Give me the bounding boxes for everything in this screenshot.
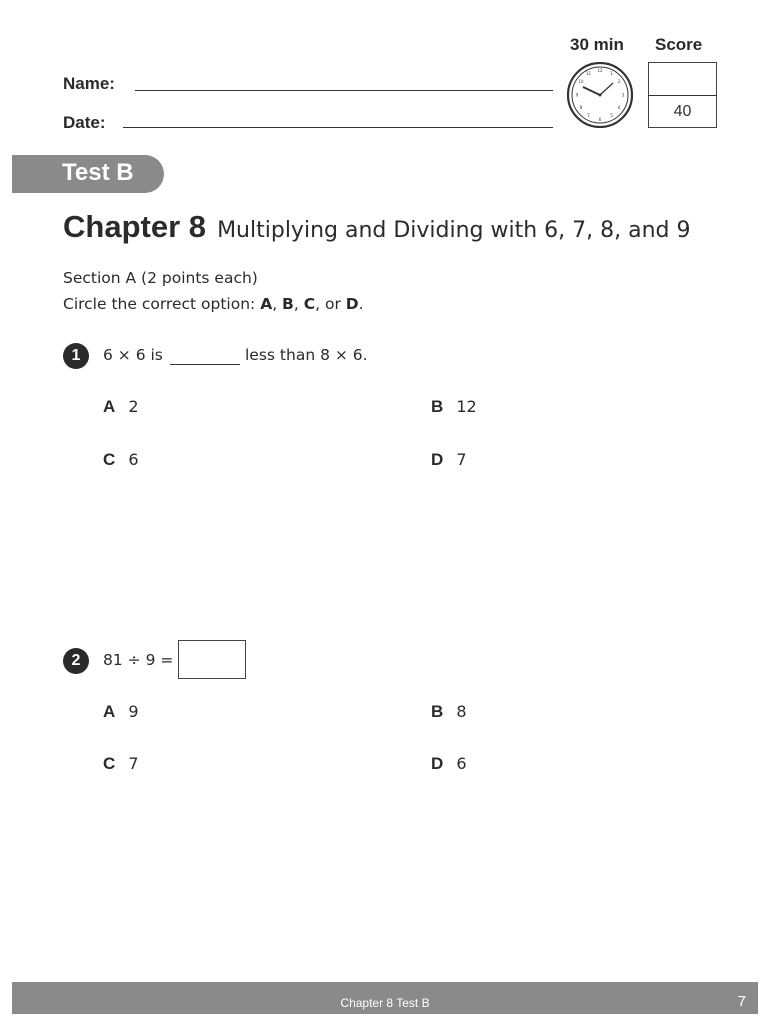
question-1-blank[interactable] — [170, 364, 240, 365]
question-2-answer-box[interactable] — [178, 640, 246, 679]
option-value: 6 — [128, 450, 139, 469]
question-number: 1 — [63, 343, 89, 369]
instruction-sep: , — [272, 295, 283, 313]
date-line[interactable] — [123, 127, 553, 128]
time-label: 30 min — [570, 35, 624, 54]
option-q2-b[interactable] — [431, 702, 467, 722]
question-2-text: 81 ÷ 9 = — [103, 651, 174, 669]
option-letter: A — [103, 397, 116, 416]
svg-text:3: 3 — [621, 92, 625, 98]
option-value: 9 — [128, 702, 139, 721]
instruction-option-c: C — [303, 295, 316, 313]
option-letter: C — [103, 754, 116, 773]
section-heading: Section A (2 points each) — [63, 269, 258, 287]
option-value: 2 — [128, 397, 139, 416]
chapter-number: Chapter 8 — [63, 209, 206, 244]
test-banner-label: Test B — [62, 159, 134, 186]
option-value: 7 — [128, 754, 139, 773]
option-value: 8 — [456, 702, 467, 721]
name-line[interactable] — [135, 90, 553, 91]
date-label: Date: — [63, 113, 106, 132]
option-value: 6 — [456, 754, 467, 773]
instruction-sep: , or — [315, 295, 346, 313]
score-total: 40 — [673, 103, 692, 120]
option-value: 7 — [456, 450, 467, 469]
svg-text:10: 10 — [578, 79, 584, 84]
option-letter: A — [103, 702, 116, 721]
option-value: 12 — [456, 397, 477, 416]
option-letter: D — [431, 450, 444, 469]
option-q1-b[interactable] — [431, 397, 477, 417]
instruction-option-a: A — [260, 295, 273, 313]
option-letter: C — [103, 450, 116, 469]
svg-text:6: 6 — [598, 117, 602, 122]
option-q1-a[interactable] — [103, 397, 139, 417]
question-1-text-before: 6 × 6 is — [103, 346, 163, 364]
page-title — [63, 209, 691, 245]
score-divider — [648, 95, 717, 96]
svg-text:2: 2 — [617, 79, 621, 84]
option-letter: B — [431, 702, 444, 721]
option-q1-c[interactable] — [103, 450, 139, 470]
instruction-option-b: B — [282, 295, 294, 313]
svg-text:8: 8 — [579, 105, 583, 110]
name-label: Name: — [63, 74, 115, 93]
svg-text:7: 7 — [587, 113, 590, 118]
instruction-text: Circle the correct option: — [63, 295, 261, 313]
svg-text:11: 11 — [585, 71, 592, 76]
svg-text:9: 9 — [575, 92, 579, 98]
score-label: Score — [655, 35, 703, 54]
svg-text:1: 1 — [610, 71, 613, 76]
instruction-end: . — [358, 295, 364, 313]
page-footer — [12, 982, 758, 1014]
option-letter: D — [431, 754, 444, 773]
option-letter: B — [431, 397, 444, 416]
question-number: 2 — [63, 648, 89, 674]
section-instruction — [63, 295, 364, 313]
option-q2-a[interactable] — [103, 702, 139, 722]
instruction-sep: , — [293, 295, 304, 313]
option-q2-d[interactable] — [431, 754, 467, 774]
option-q1-d[interactable] — [431, 450, 467, 470]
svg-text:5: 5 — [610, 113, 613, 118]
chapter-subtitle: Multiplying and Dividing with 6, 7, 8, and 9 — [217, 218, 691, 243]
clock-icon — [565, 62, 635, 128]
footer-label: Chapter 8 Test B — [340, 996, 430, 1010]
instruction-option-d: D — [345, 295, 359, 313]
svg-text:4: 4 — [617, 105, 621, 110]
question-1-text-after: less than 8 × 6. — [245, 346, 368, 364]
page-number: 7 — [737, 993, 746, 1010]
svg-text:12: 12 — [597, 68, 603, 73]
option-q2-c[interactable] — [103, 754, 139, 774]
